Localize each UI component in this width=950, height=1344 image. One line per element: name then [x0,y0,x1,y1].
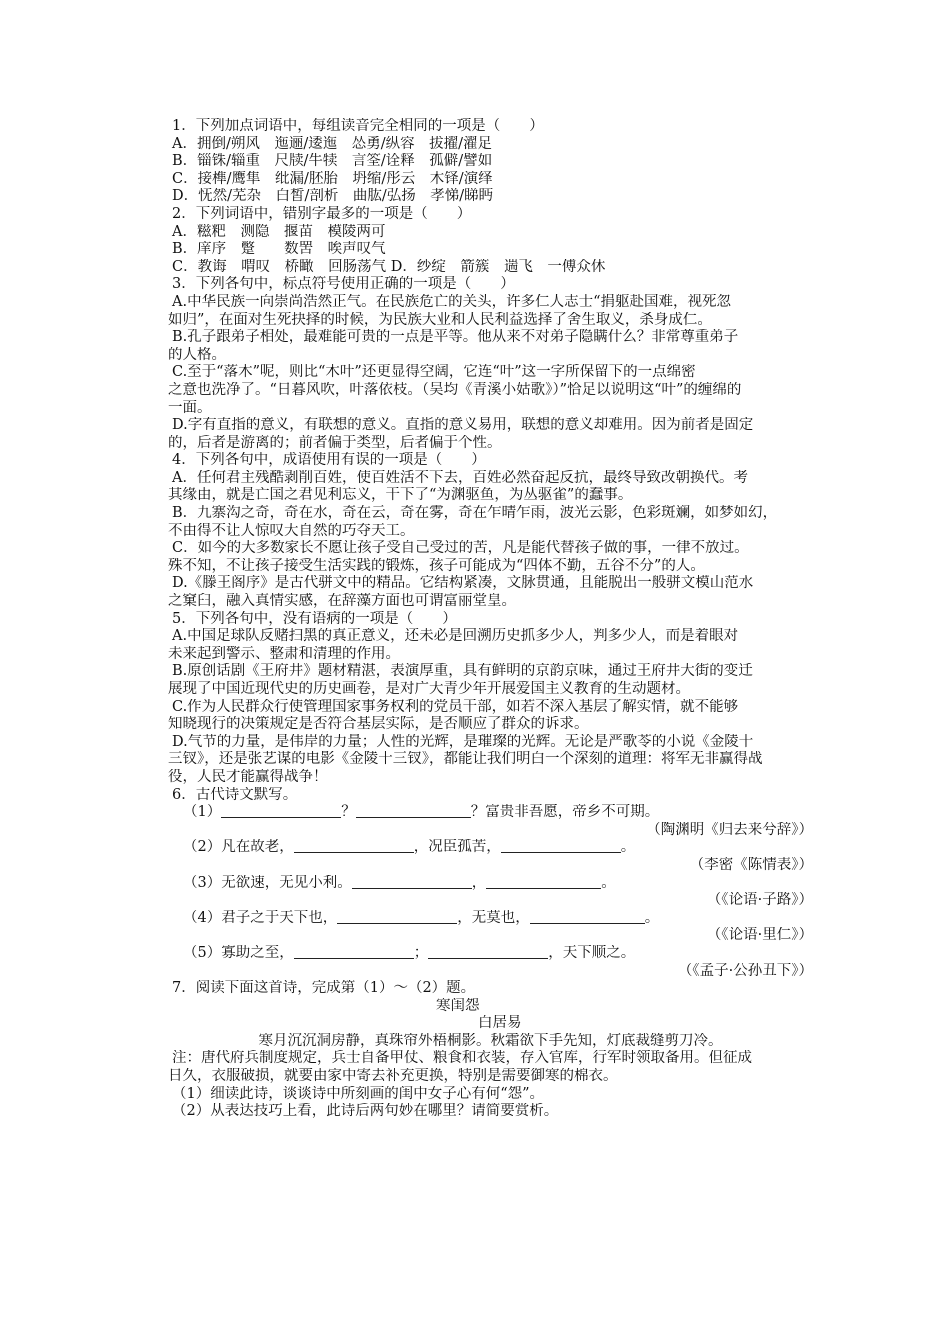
q5-option-d-line3: 役，人民才能赢得战争！ [168,768,328,785]
q6-item-1 [168,804,813,822]
poem-note-line1: 注：唐代府兵制度规定，兵士自备甲仗、粮食和衣装，存入官库，行军时领取备用。但征成 [172,1050,752,1067]
q6-item-2 [168,839,813,857]
q3-option-c-line2: 之意也洗净了。“日暮风吹，叶落依枝。（吴均《青溪小姑歌》）”恰足以说明这“叶”的缠绵的 [168,381,742,398]
q3-option-d-line1: D.字有直指的意义，有联想的意义。直指的意义易用，联想的意义却难用。因为前者是固定 [172,417,754,434]
q6-item-2-text-a: （2）凡在故老， [183,839,294,856]
q6-item-5-source: （《孟子·公孙丑下》） [677,962,813,979]
q6-item-3-source: （《论语·子路》） [706,892,813,909]
q5-option-d-line2: 三钗》，还是张艺谋的电影《金陵十三钗》，都能让我们明白一个深刻的道理：将军无非赢得战 [168,751,763,768]
q4-stem: 4．下列各句中，成语使用有误的一项是（ ） [172,452,486,469]
q6-item-4-text-b: ，无莫也， [457,909,530,926]
q6-item-1-text-a: （1） [183,804,222,821]
q5-option-d-line1: D.气节的力量，是伟岸的力量；人性的光辉，是璀璨的光辉。无论是严歌苓的小说《金陵十 [172,733,754,750]
q3-option-d-line2: 的，后者是游离的；前者偏于类型，后者偏于个性。 [168,434,502,451]
q6-item-1-text-c: ？富贵非吾愿，帝乡不可期。 [470,804,660,821]
q4-option-b-line1: B．九寨沟之奇，奇在水，奇在云，奇在雾，奇在乍晴乍雨，波光云影，色彩斑斓，如梦如幻， [172,505,778,522]
q1-option-d: D．怃然/芜杂 白皙/剖析 曲肱/弘扬 孝悌/睇眄 [172,188,494,205]
q5-option-b-line1: B.原创话剧《王府井》题材精湛，表演厚重，具有鲜明的京韵京味，通过王府井大街的变迁 [172,663,753,680]
q6-item-2-text-c: 。 [620,839,636,856]
q2-option-cd: C．教诲 喟叹 桥瞰 回肠荡气 D．纱绽 箭簇 遄飞 一傅众休 [172,258,606,275]
q6-item-5-text-b: ； [413,944,429,961]
q4-option-c-line1: C．如今的大多数家长不愿让孩子受自己受过的苦，凡是能代替孩子做的事，一律不放过。 [172,540,749,557]
q3-option-b-line1: B.孔子跟弟子相处，最难能可贵的一点是平等。他从来不对弟子隐瞒什么？非常尊重弟子 [172,329,739,346]
q6-item-3-text-b: ， [471,874,487,891]
q5-option-c-line1: C.作为人民群众行使管理国家事务权利的党员干部，如若不深入基层了解实情，就不能够 [172,698,739,715]
q6-item-4-source: （《论语·里仁》） [706,927,813,944]
q6-stem: 6．古代诗文默写。 [172,786,298,803]
poem-title: 寒闺怨 [436,997,480,1014]
q5-option-c-line2: 知晓现行的决策规定是否符合基层实际，是否顺应了群众的诉求。 [168,716,589,733]
q7-subquestion-2: （2）从表达技巧上看，此诗后两句妙在哪里？请简要赏析。 [172,1103,559,1120]
q1-option-b: B．锱铢/辎重 尺牍/牛犊 言筌/诠释 孤僻/譬如 [172,153,493,170]
q1-option-a: A．拥倒/朔风 迤逦/逶迤 怂勇/纵容 拔擢/濯足 [172,135,493,152]
q5-option-a-line2: 未来起到警示、整肃和清理的作用。 [168,645,400,662]
q1-stem: 1．下列加点词语中，每组读音完全相同的一项是（ ） [172,118,544,134]
q6-item-4-text-c: 。 [644,909,660,926]
q6-item-5 [168,945,813,963]
q5-stem: 5．下列各句中，没有语病的一项是（ ） [172,610,457,627]
q2-option-b: B．庠序 蹩 数罟 唉声叹气 [172,241,386,258]
q6-item-4 [168,910,813,928]
q7-subquestion-1: （1）细读此诗，谈谈诗中所刻画的闺中女子心有何“怨”。 [172,1085,545,1102]
q6-item-4-text-a: （4）君子之于天下也， [183,909,338,926]
answer-blank[interactable] [337,910,457,924]
poem-note-line2: 日久，衣服破损，就要由家中寄去补充更换，特别是需要御寒的棉衣。 [168,1068,618,1085]
q6-item-1-source: （陶渊明《归去来兮辞》） [646,821,813,838]
answer-blank[interactable] [428,945,548,959]
q3-option-a-line1: A.中华民族一向崇尚浩然正气。在民族危亡的关头，许多仁人志士“捐躯赴国难，视死忽 [172,293,731,310]
answer-blank[interactable] [356,804,471,818]
q7-stem: 7．阅读下面这首诗，完成第（1）～（2）题。 [172,980,476,997]
q3-option-c-line1: C.至于“落木”呢，则比“木叶”还更显得空阔，它连“叶”这一字所保留下的一点绵密 [172,364,696,381]
q4-option-a-line2: 其缘由，就是亡国之君见利忘义，干下了“为渊驱鱼，为丛驱雀”的蠢事。 [168,487,633,504]
q4-option-b-line2: 不由得不让人惊叹大自然的巧夺天工。 [168,522,415,539]
q6-item-3-text-c: 。 [601,874,616,891]
q2-option-a: A．糍粑 测隐 揠苗 模陵两可 [172,223,386,240]
answer-blank[interactable] [530,910,645,924]
q5-option-b-line2: 展现了中国近现代史的历史画卷，是对广大青少年开展爱国主义教育的生动题材。 [168,681,690,697]
q6-item-5-text-a: （5）寡助之至， [183,944,294,961]
q3-option-c-line3: 一面。 [168,399,212,416]
q3-option-a-line2: 如归”，在面对生死抉择的时候，为民族大业和人民利益选择了舍生取义，杀身成仁。 [168,311,712,328]
q6-item-5-text-c: ，天下顺之。 [548,944,636,961]
q3-option-b-line2: 的人格。 [168,346,226,363]
answer-blank[interactable] [294,945,414,959]
answer-blank[interactable] [221,804,341,818]
poem-text: 寒月沉沉洞房静，真珠帘外梧桐影。秋霜欲下手先知，灯底裁缝剪刀冷。 [258,1032,723,1049]
q4-option-d-line1: D.《滕王阁序》是古代骈文中的精品。它结构紧凑，文脉贯通，且能脱出一般骈文模山范水 [172,575,754,592]
answer-blank[interactable] [294,839,414,853]
q6-item-2-text-b: ，况臣孤苦， [413,839,501,856]
q2-stem: 2．下列词语中，错别字最多的一项是（ ） [172,205,472,222]
q4-option-d-line2: 之窠臼，融入真情实感，在辞藻方面也可谓富丽堂皇。 [168,593,516,610]
q6-item-3-text-a: （3）无欲速，无见小利。 [183,874,352,891]
answer-blank[interactable] [501,839,621,853]
q1-option-c: C．接榫/鹰隼 纰漏/胚胎 坍缩/彤云 木铎/演绎 [172,170,493,187]
q3-stem: 3．下列各句中，标点符号使用正确的一项是（ ） [172,276,515,293]
exam-content [168,118,813,1121]
answer-blank[interactable] [352,875,472,889]
q4-option-a-line1: A．任何君主残酷剥削百姓，使百姓活不下去，百姓必然奋起反抗，最终导致改朝换代。考 [172,469,748,486]
q4-option-c-line2: 殊不知，不让孩子接受生活实践的锻炼，孩子可能成为“四体不勤，五谷不分”的人。 [168,557,705,574]
q6-item-2-source: （李密《陈情表》） [689,856,813,873]
answer-blank[interactable] [486,875,601,889]
q5-option-a-line1: A.中国足球队反赌扫黑的真正意义，还未必是回溯历史抓多少人，判多少人，而是着眼对 [172,628,739,645]
q6-item-3 [168,875,813,893]
q6-item-1-text-b: ？ [341,804,356,821]
poem-author: 白居易 [478,1015,522,1032]
